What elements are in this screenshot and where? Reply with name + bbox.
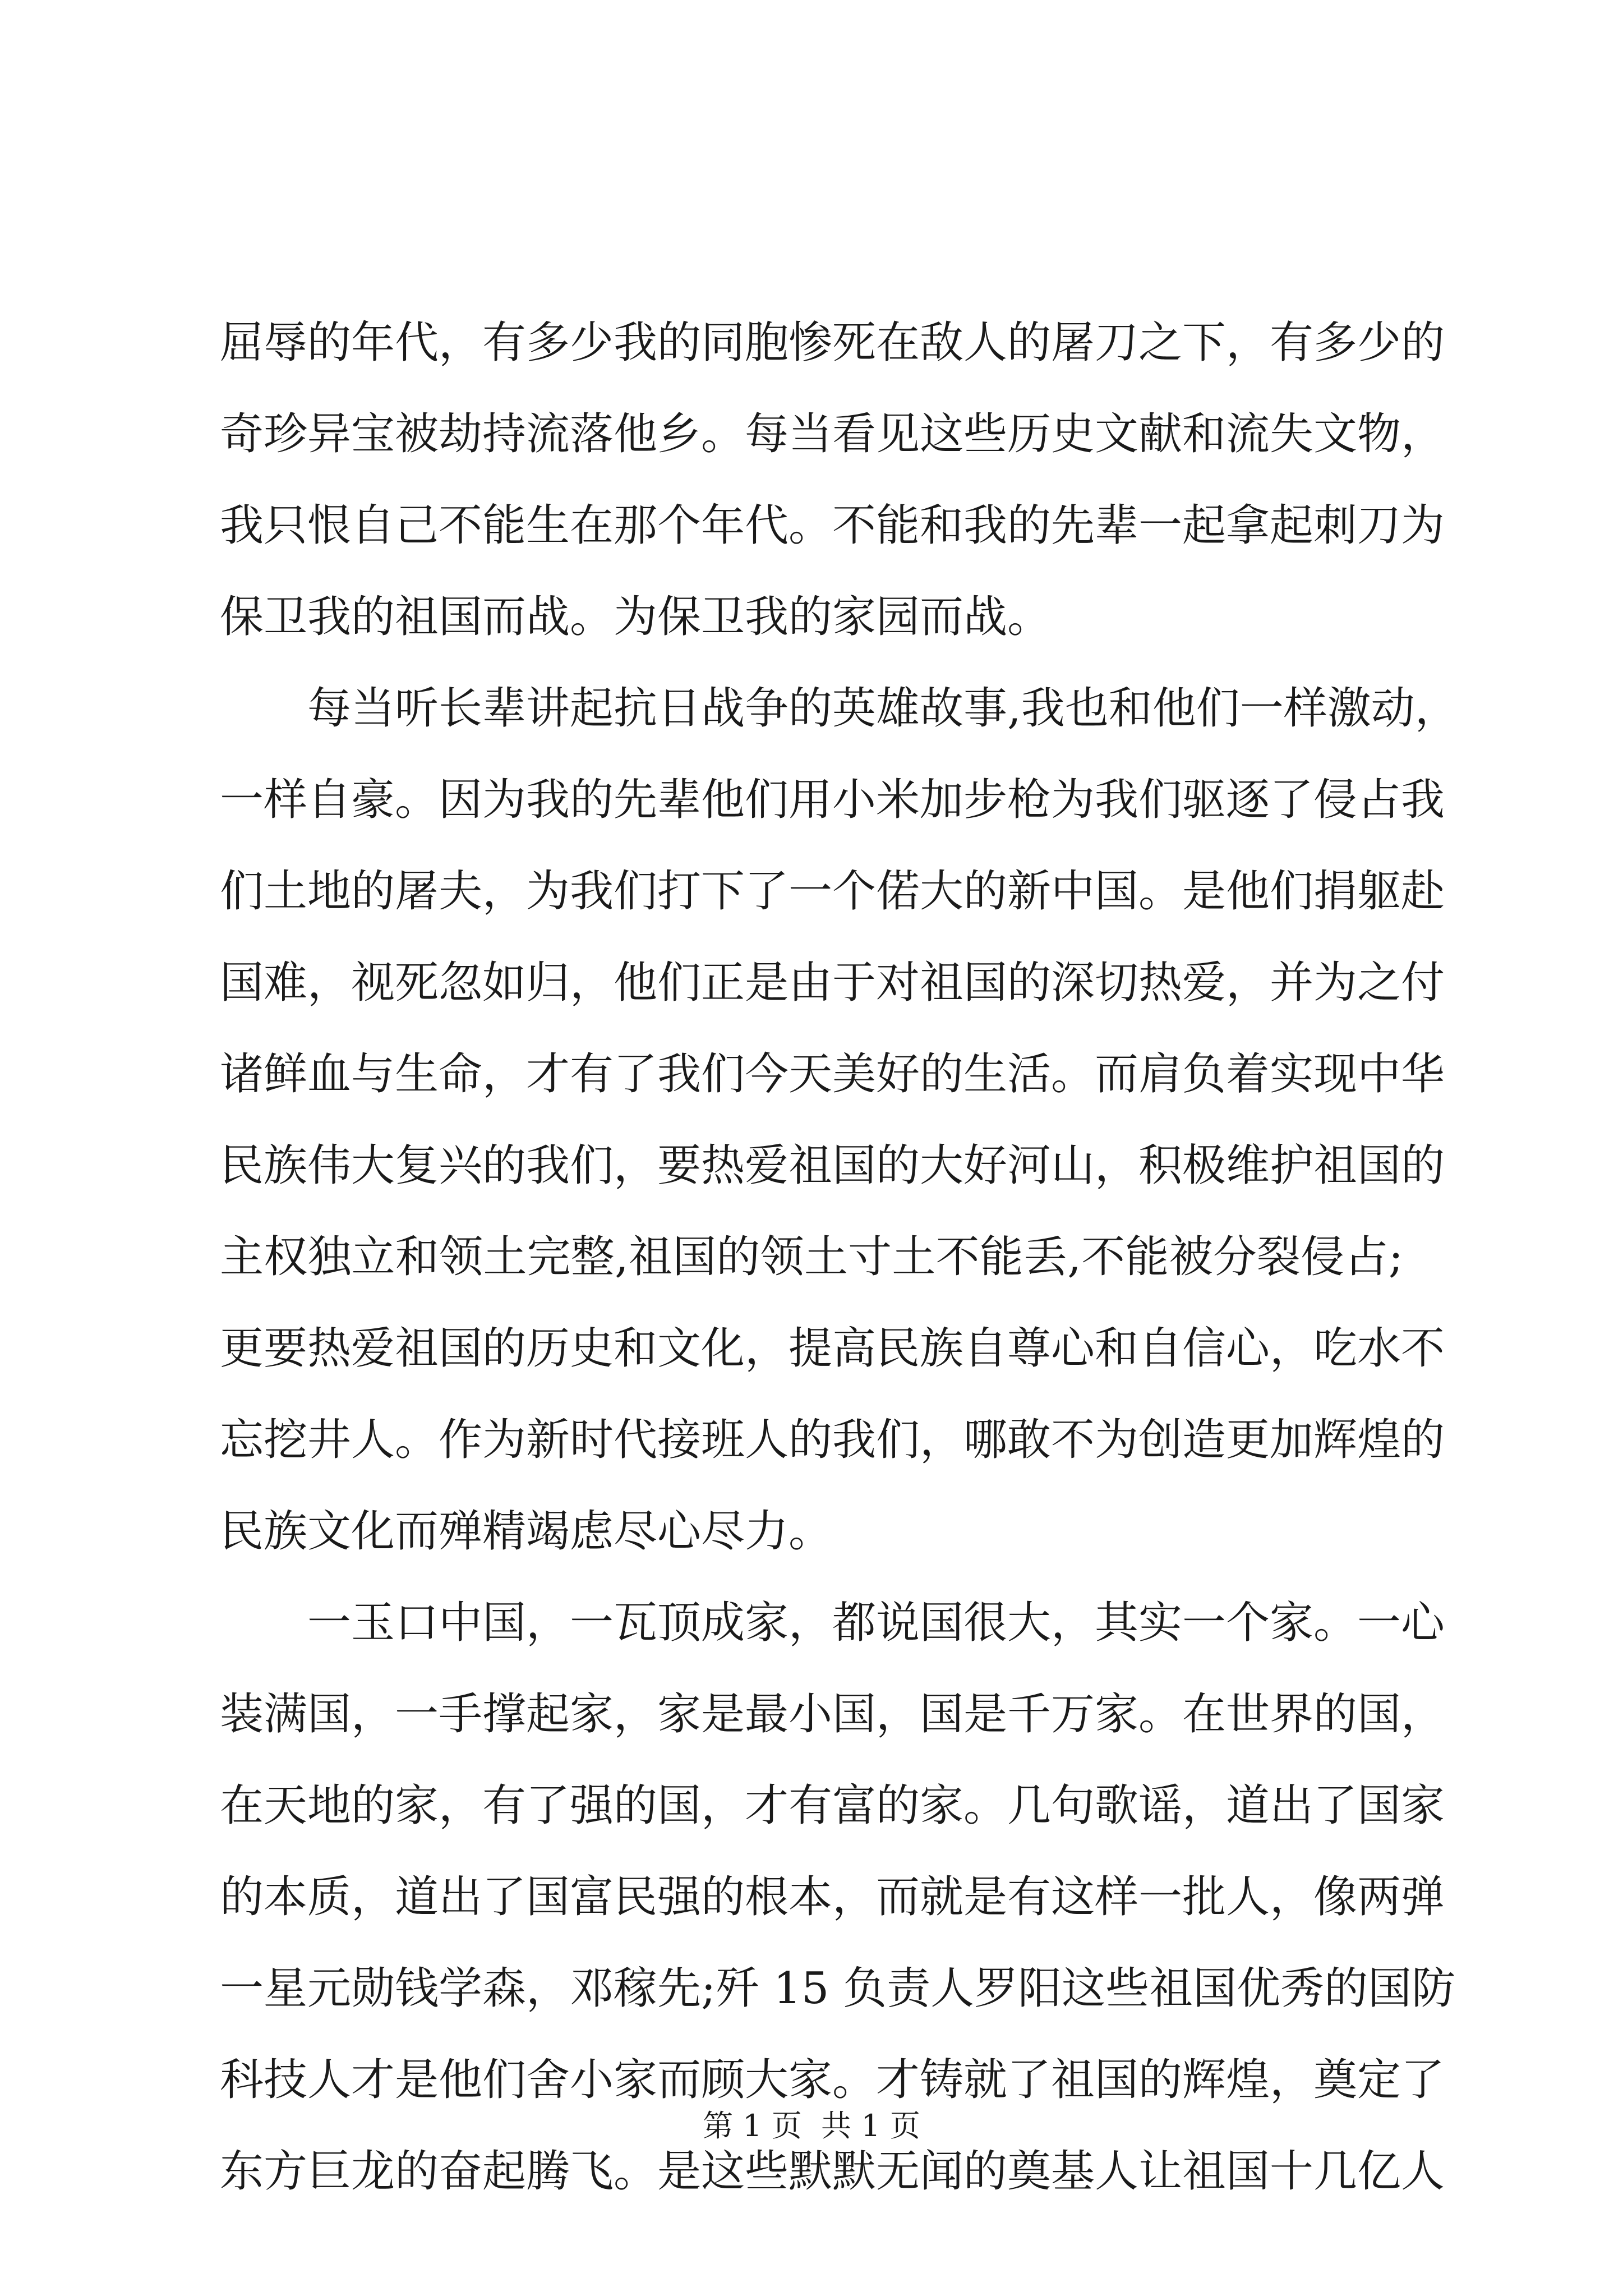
text-line: 保卫我的祖国而战。为保卫我的家园而战。 bbox=[220, 592, 1052, 642]
text-line: 奇珍异宝被劫持流落他乡。每当看见这些历史文献和流失文物， bbox=[220, 409, 1445, 459]
document-body bbox=[220, 297, 1459, 2217]
text-line: 的本质，道出了国富民强的根本，而就是有这样一批人，像两弹 bbox=[220, 1872, 1445, 1922]
text-line: 在天地的家，有了强的国，才有富的家。几句歌谣，道出了国家 bbox=[220, 1780, 1445, 1831]
text-line: 屈辱的年代，有多少我的同胞惨死在敌人的屠刀之下，有多少的 bbox=[220, 318, 1445, 368]
text-line: 忘挖井人。作为新时代接班人的我们，哪敢不为创造更加辉煌的 bbox=[220, 1415, 1445, 1465]
text-line: 主权独立和领土完整,祖国的领土寸土不能丢,不能被分裂侵占; bbox=[220, 1232, 1403, 1282]
page-number-label: 第 1 页 共 1 页 bbox=[703, 2108, 920, 2143]
page-footer bbox=[0, 2106, 1623, 2146]
text-line: 东方巨龙的奋起腾飞。是这些默默无闻的奠基人让祖国十几亿人 bbox=[220, 2146, 1445, 2197]
text-line: 们土地的屠夫，为我们打下了一个偌大的新中国。是他们捐躯赴 bbox=[220, 866, 1445, 917]
text-line: 一样自豪。因为我的先辈他们用小米加步枪为我们驱逐了侵占我 bbox=[220, 775, 1445, 825]
text-line: 民族文化而殚精竭虑尽心尽力。 bbox=[220, 1506, 833, 1557]
text-line: 装满国，一手撑起家，家是最小国，国是千万家。在世界的国， bbox=[220, 1689, 1445, 1740]
text-line: 一玉口中国，一瓦顶成家，都说国很大，其实一个家。一心 bbox=[307, 1598, 1445, 1648]
text-line: 民族伟大复兴的我们，要热爱祖国的大好河山，积极维护祖国的 bbox=[220, 1140, 1445, 1191]
text-line: 诸鲜血与生命，才有了我们今天美好的生活。而肩负着实现中华 bbox=[220, 1049, 1445, 1099]
text-line: 更要热爱祖国的历史和文化，提高民族自尊心和自信心，吃水不 bbox=[220, 1323, 1445, 1374]
text-line: 一星元勋钱学森，邓稼先;歼 15 负责人罗阳这些祖国优秀的国防 bbox=[220, 1963, 1456, 2014]
text-line: 每当听长辈讲起抗日战争的英雄故事,我也和他们一样激动， bbox=[307, 683, 1459, 734]
text-line: 国难，视死忽如归，他们正是由于对祖国的深切热爱，并为之付 bbox=[220, 958, 1445, 1008]
text-line: 科技人才是他们舍小家而顾大家。才铸就了祖国的辉煌，奠定了 bbox=[220, 2055, 1445, 2105]
paragraph bbox=[220, 663, 1459, 1577]
paragraph bbox=[220, 297, 1445, 663]
text-line: 我只恨自己不能生在那个年代。不能和我的先辈一起拿起刺刀为 bbox=[220, 500, 1445, 551]
